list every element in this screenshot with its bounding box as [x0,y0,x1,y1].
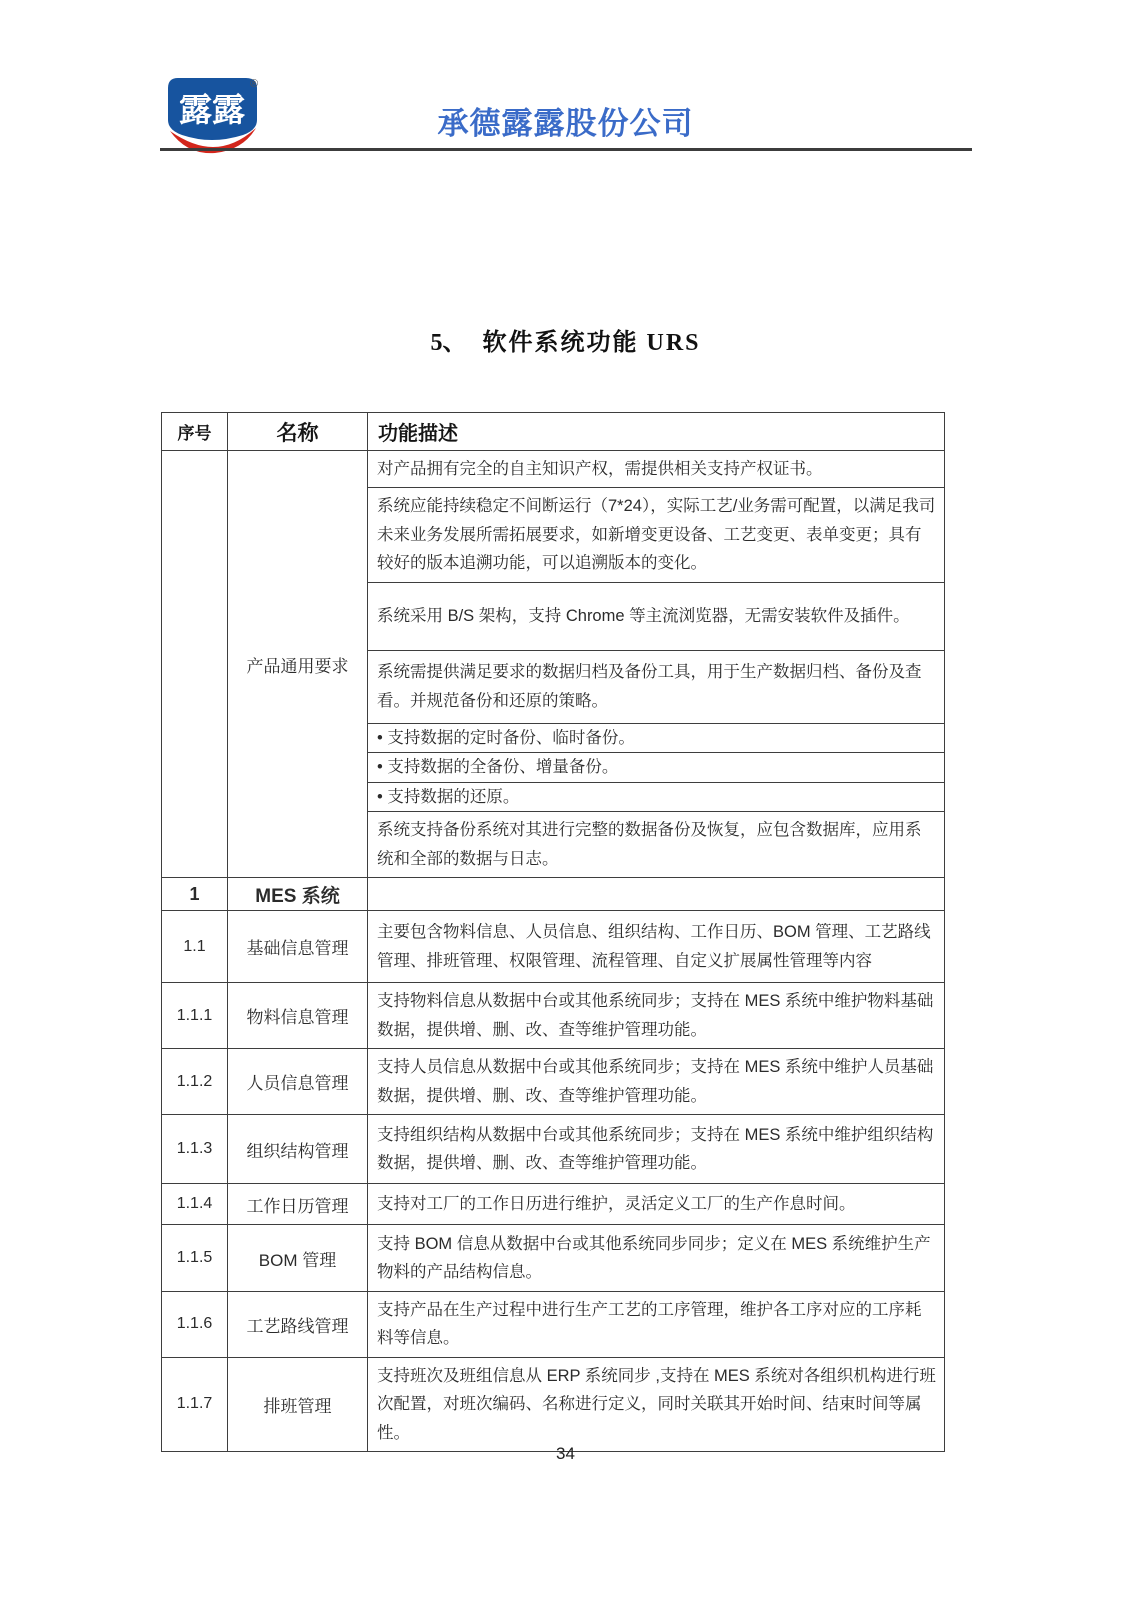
table-row [162,1049,945,1115]
cell-serial: 1.1.4 [162,1184,228,1225]
cell-name: 组织结构管理 [228,1115,368,1184]
urs-requirements-table [161,412,945,1452]
cell-serial: 1.1.3 [162,1115,228,1184]
cell-serial: 1.1.1 [162,983,228,1049]
cell-serial: 1.1 [162,911,228,983]
table-row [162,1225,945,1292]
table-row [162,878,945,911]
cell-name: MES 系统 [228,878,368,911]
cell-serial [162,451,228,878]
cell-description: • 支持数据的定时备份、临时备份。 [368,723,945,752]
cell-description: 对产品拥有完全的自主知识产权，需提供相关支持产权证书。 [368,451,945,488]
cell-serial: 1.1.7 [162,1357,228,1451]
cell-name: 基础信息管理 [228,911,368,983]
column-header-serial: 序号 [162,413,228,451]
cell-name: 物料信息管理 [228,983,368,1049]
cell-name: 工艺路线管理 [228,1292,368,1358]
table-row [162,911,945,983]
cell-name: 产品通用要求 [228,451,368,878]
table-row [162,983,945,1049]
cell-description: 支持组织结构从数据中台或其他系统同步；支持在 MES 系统中维护组织结构数据，提供增、删、改、查等维护管理功能。 [368,1115,945,1184]
cell-name: 工作日历管理 [228,1184,368,1225]
cell-description: 支持人员信息从数据中台或其他系统同步；支持在 MES 系统中维护人员基础数据，提供增、删、改、查等维护管理功能。 [368,1049,945,1115]
table-row [162,1115,945,1184]
section-number: 5、 [430,330,467,356]
cell-description: 主要包含物料信息、人员信息、组织结构、工作日历、BOM 管理、工艺路线管理、排班管理、权限管理、流程管理、自定义扩展属性管理等内容 [368,911,945,983]
cell-description: 支持物料信息从数据中台或其他系统同步；支持在 MES 系统中维护物料基础数据，提供增、删、改、查等维护管理功能。 [368,983,945,1049]
column-header-name: 名称 [228,413,368,451]
cell-description: 系统支持备份系统对其进行完整的数据备份及恢复，应包含数据库，应用系统和全部的数据与日志。 [368,812,945,878]
column-header-description: 功能描述 [368,413,945,451]
section-title-text: 软件系统功能 URS [482,330,701,356]
table-row [162,1184,945,1225]
cell-description: 系统采用 B/S 架构，支持 Chrome 等主流浏览器，无需安装软件及插件。 [368,582,945,650]
cell-name: 人员信息管理 [228,1049,368,1115]
company-name: 承德露露股份公司 [437,106,694,141]
page-number: 34 [556,1444,575,1463]
cell-description: 支持 BOM 信息从数据中台或其他系统同步同步；定义在 MES 系统维护生产物料的产品结构信息。 [368,1225,945,1292]
logo-wordmark: 露露 [179,91,245,128]
table-header-row [162,413,945,451]
cell-description [368,878,945,911]
table-row [162,451,945,488]
cell-description: 支持对工厂的工作日历进行维护，灵活定义工厂的生产作息时间。 [368,1184,945,1225]
cell-description: 支持产品在生产过程中进行生产工艺的工序管理，维护各工序对应的工序耗料等信息。 [368,1292,945,1358]
section-title [0,322,1131,357]
cell-serial: 1.1.6 [162,1292,228,1358]
cell-description: • 支持数据的全备份、增量备份。 [368,752,945,782]
table-row [162,1357,945,1451]
registered-trademark-icon: ® [250,78,259,90]
cell-description: 支持班次及班组信息从 ERP 系统同步 ,支持在 MES 系统对各组织机构进行班次配置，对班次编码、名称进行定义，同时关联其开始时间、结束时间等属性。 [368,1357,945,1451]
cell-name: 排班管理 [228,1357,368,1451]
cell-description: 系统需提供满足要求的数据归档及备份工具，用于生产数据归档、备份及查看。并规范备份和还原的策略。 [368,650,945,723]
cell-serial: 1.1.5 [162,1225,228,1292]
cell-name: BOM 管理 [228,1225,368,1292]
cell-description: 系统应能持续稳定不间断运行（7*24），实际工艺/业务需可配置，以满足我司未来业务发展所需拓展要求，如新增变更设备、工艺变更、表单变更；具有较好的版本追溯功能，可以追溯版本的变化。 [368,488,945,582]
cell-serial: 1.1.2 [162,1049,228,1115]
cell-serial: 1 [162,878,228,911]
header-divider [160,148,972,151]
cell-description: • 支持数据的还原。 [368,782,945,811]
table-row [162,1292,945,1358]
